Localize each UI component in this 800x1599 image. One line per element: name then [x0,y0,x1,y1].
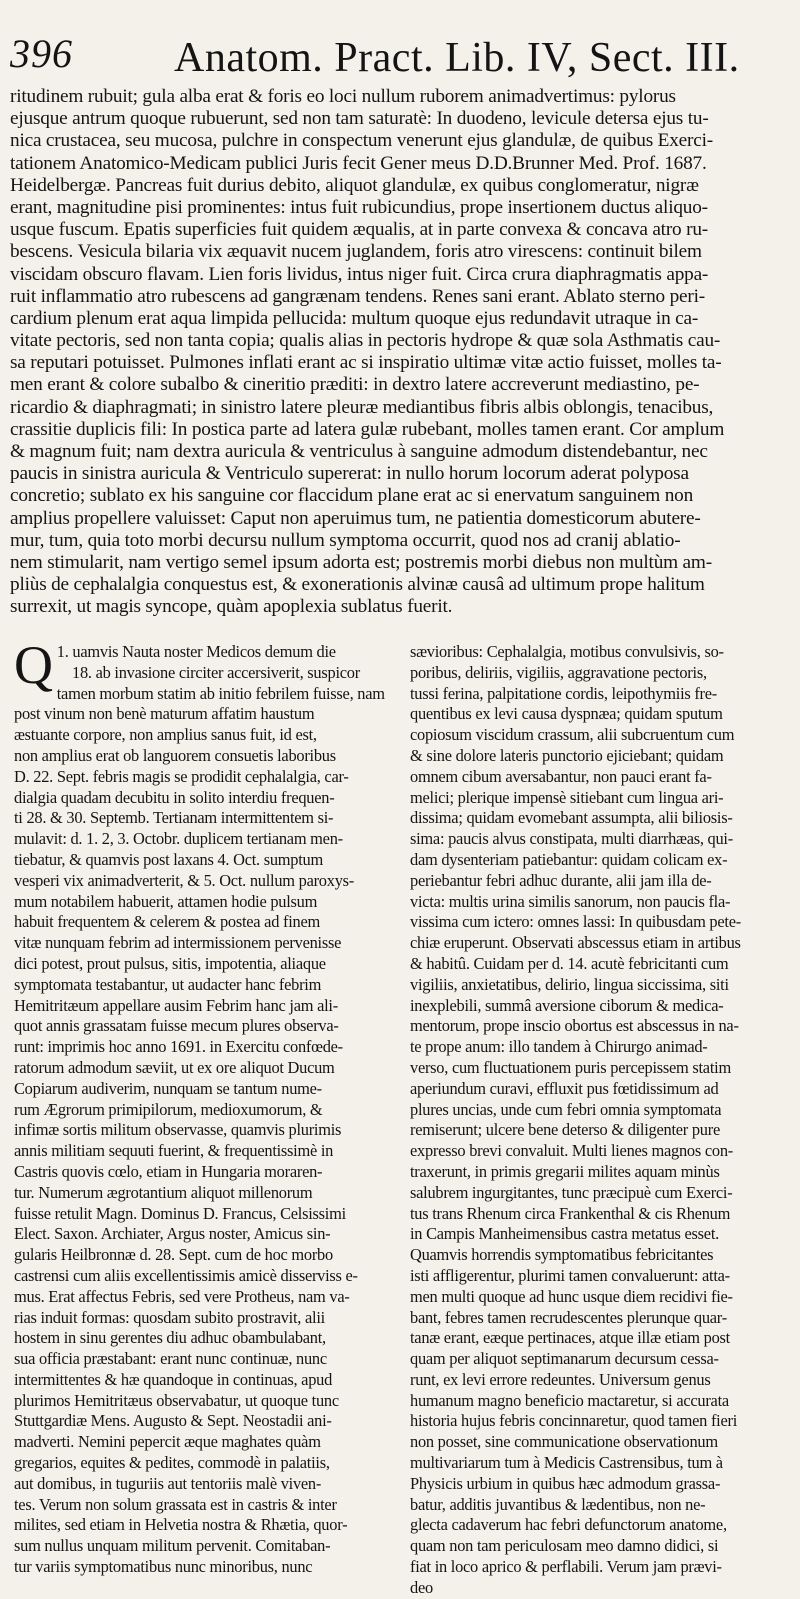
text-line: multivariarum tum à Medicis Castrensibus, tum à [410,1453,723,1473]
text-line: vesperi vix animadverterit, & 5. Oct. nullum paroxys- [14,870,354,890]
text-line: hostem in sinu gerentes diu adhuc obambulabant, [14,1328,326,1348]
text-line: aperiundum curavi, effluxit pus fœtidissimum ad [410,1078,719,1098]
text-line: humanum magno beneficio mactaretur, si accurata [410,1390,729,1410]
text-line: verso, cum fluctuationem puris percepissem statim [410,1057,731,1077]
text-line: vigiliis, anxietatibus, delirio, lingua siccissima, siti [410,974,729,994]
text-line: dici potest, prout pulsus, sitis, impotentia, aliaque [14,953,326,973]
text-line: rias induit formas: quosdam subito prostravit, alii [14,1307,325,1327]
text-line: mur, tum, quia toto morbi decursu nullum symptoma occurrit, quod nos ad cranij ablatio- [10,529,681,551]
text-line: post vinum non benè maturum affatim haustum [14,704,315,724]
text-line: men multi quoque ad hunc usque diem recidivi fie- [410,1286,733,1306]
right-column [410,642,790,1599]
text-line: victa: multis urina similis sanorum, non paucis fla- [410,891,731,911]
text-line: annis militiam sequuti fuerint, & frequentissimè in [14,1141,334,1161]
left-column-lines [14,684,388,1578]
text-line: dissima; quidam evomebant assumpta, alii biliosis- [410,808,733,828]
text-line: runt, ex levi errore redeuntes. Universum genus [410,1369,711,1389]
text-line: sua officia præstabant: erant nunc continuæ, nunc [14,1349,327,1369]
text-line: & magnum fuit; nam dextra auricula & ventriculus à sanguine admodum distendebantur, nec [10,441,708,462]
text-line: isti affligerentur, plurimi tamen convaluerunt: atta- [410,1265,730,1285]
text-line: & habitû. Cuidam per d. 14. acutè febricitanti cum [410,953,729,973]
text-line: paucis in sinistra auricula & Ventriculo supererat: in nullo horum locorum aderat polyposa [10,463,689,485]
text-line: ruit inflammatio atro rubescens ad gangrænam tendens. Renes sani erant. Ablato sterno peri- [10,285,705,307]
text-line: copiosum viscidum crassum, alii subcruentum cum [410,725,735,745]
text-line: glecta cadaverum hac febri defunctorum anatome, [410,1515,727,1535]
text-line: non amplius erat ob languorem consuetis laboribus [14,745,336,765]
line-text: uamvis Nauta noster Medicos demum die [72,642,336,661]
text-line: salubrem ingurgitantes, tunc præcipuè cum Exerci- [410,1182,733,1202]
text-line: habuit frequentem & celerem & postea ad finem [14,912,320,932]
text-line: vissima cum ictero: omnes lassi: In quibusdam pete- [410,912,741,932]
text-line: sa reputari potuisset. Pulmones inflati erant ac si inspiratio ultimæ vitæ actio fuisset, molles ta- [10,352,722,374]
continued-paragraph [10,86,788,619]
text-line: rum Ægrorum primipilorum, medioxumorum, & [14,1099,323,1119]
left-column [14,635,388,1578]
text-line: tes. Verum non solum grassata est in castris & inter [14,1494,337,1514]
text-line: deo [410,1577,433,1597]
running-head: Anatom. Pract. Lib. IV, Sect. III. [174,35,740,81]
text-line: 18. ab invasione circiter accersiverit, suspicor [72,662,360,682]
text-line: quentibus ex levi causa dyspnæa; quidam sputum [410,704,723,724]
text-line: tur variis symptomatibus nunc minoribus, nunc [14,1557,313,1577]
text-line: expresso brevi convaluit. Multi lienes magnos con- [410,1141,733,1161]
text-line: batur, additis juvantibus & lædentibus, non ne- [410,1494,706,1514]
text-line: pliùs de cephalalgia conquestus est, & exonerationis alvinæ causâ ad ultimum prope halitum [10,574,705,596]
text-line: tussi ferina, palpitatione cordis, leipothymiis fre- [410,683,717,703]
page-number: 396 [10,31,73,76]
text-line: nica crustacea, seu mucosa, pulchre in conspectum venerunt ejus glandulæ, de quibus Exerci- [10,130,714,152]
text-line: poribus, deliriis, vigiliis, aggravatione pectoris, [410,662,707,682]
text-line: traxerunt, in primis gregarii milites aquam minùs [410,1161,720,1181]
text-line: sævioribus: Cephalalgia, motibus convulsivis, so- [410,642,724,661]
text-line: quot annis grassatam fuisse mecum plures observa- [14,1016,339,1036]
text-line: mulavit: d. 1. 2, 3. Octobr. duplicem tertianam men- [14,829,343,849]
text-line: omnem cibum aversabantur, non pauci erant fa- [410,766,712,786]
text-line: surrexit, ut magis syncope, quàm apoplexia sublatus fuerit. [10,596,453,618]
text-line: sima: paucis alvus constipata, multi diarrhæas, qui- [410,829,733,849]
text-line: tiebatur, & quamvis post laxans 4. Oct. sumptum [14,849,323,869]
text-line: fiat in loco aprico & perflabili. Verum jam prævi- [410,1557,722,1577]
text-line: mum notabilem habuerit, attamen hodie pulsum [14,891,318,911]
drop-initial: Q [14,635,53,695]
text-line: sum nullus unquam militum pervenit. Comitaban- [14,1536,331,1556]
text-line: aut domibus, in tuguriis aut tentoriis malè viven- [14,1473,322,1493]
text-line: men erant & colore subalbo & cineritio præditi: in dextro latere accreverunt mediastino, pe- [10,374,700,396]
text-line: inexplebili, summâ aversione ciborum & medica- [410,995,724,1015]
text-line: chiæ eruperunt. Observati abscessus etiam in artibus [410,933,741,953]
text-line: tamen morbum statim ab initio febrilem fuisse, nam [56,683,385,703]
text-line: gularis Heilbronnæ d. 28. Sept. cum de hoc morbo [14,1245,333,1265]
text-line: bant, febres tamen recrudescentes plerunque quar- [410,1307,727,1327]
text-line: usque fuscum. Epatis superficies fuit quidem æqualis, at in parte convexa & concava atro ru- [10,219,709,241]
text-line: quam per aliquot septimanarum decursum cessa- [410,1349,719,1369]
text-line: gregarios, equites & pedites, commodè in palatiis, [14,1453,330,1473]
text-line: milites, sed etiam in Helvetia nostra & Rhætia, quor- [14,1515,348,1535]
text-line: plurimos Hemitritæus observabatur, ut quoque tunc [14,1390,339,1410]
text-line: tur. Numerum ægrotantium aliquot millenorum [14,1182,313,1202]
text-line: dialgia quadam decubitu in solito interdiu frequen- [14,787,335,807]
text-line: Physicis urbium in quibus hæc admodum grassa- [410,1473,721,1493]
text-line: Hemitritæum appellare ausim Febrim hanc jam ali- [14,995,338,1015]
text-line: melici; plerique impensè sitiebant cum lingua ari- [410,787,724,807]
text-line: madverti. Nemini pepercit æque maghates quàm [14,1432,321,1452]
text-line: Castris quovis cœlo, etiam in Hungaria moraren- [14,1161,323,1181]
paragraph-number: 1. [56,642,69,661]
text-line: D. 22. Sept. febris magis se prodidit cephalalgia, car- [14,766,349,786]
page-header [6,30,786,86]
text-line: & sine dolore lateris punctorio ejiciebant; quidam [410,745,724,765]
text-line: historia hujus febris concinnaretur, quod tamen fieri [410,1411,738,1431]
text-line: ti 28. & 30. Septemb. Tertianam intermittentem si- [14,808,334,828]
text-line: te prope anum: illo tandem à Chirurgo animad- [410,1037,708,1057]
text-line: mentorum, prope inscio obortus est abscessus in na- [410,1016,739,1036]
text-line: vitæ nunquam febrim ad intermissionem pervenisse [14,933,342,953]
text-line: mus. Erat affectus Febris, sed vere Protheus, nam va- [14,1286,350,1306]
text-line: symptomata testabantur, ut audacter hanc febrim [14,974,322,994]
text-line: erant, magnitudine pisi prominentes: intus fuit rubicundius, prope insertionem ductus aliquo- [10,196,708,218]
text-line: runt: imprimis hoc anno 1691. in Exercitu confœde- [14,1037,343,1057]
text-line: ratorum admodum sæviit, ut ex ore aliquot Ducum [14,1057,335,1077]
text-line: Elect. Saxon. Archiater, Argus noster, Amicus sin- [14,1224,331,1244]
text-line: non posset, sine communicatione observationum [410,1432,718,1452]
text-line: Heidelbergæ. Pancreas fuit durius debito, aliquot glandulæ, ex quibus conglomeratur, nigræ [10,174,699,196]
text-line: bescens. Vesicula bilaria vix æquavit nucem juglandem, foris atro virescens: continuit bilem [10,241,702,263]
text-line: ricardio & diaphragmati; in sinistro latere pleuræ mediantibus fibris albis oblongis, tenacibus, [10,396,714,418]
text-line: infimæ sortis militum observasse, quamvis plurimis [14,1120,342,1140]
text-line: æstuante corpore, non amplius sanus fuit, id est, [14,725,317,745]
text-line: tationem Anatomico-Medicam publici Juris fecit Gener meus D.D.Brunner Med. Prof. 1687. [10,152,707,174]
text-line: Stuttgardiæ Mens. Augusto & Sept. Neostadii ani- [14,1411,332,1431]
text-line: tanæ erant, eæque pertinaces, atque illæ etiam post [410,1328,730,1348]
text-line: nem stimularit, nam vertigo semel ipsum adorta est; postremis morbi diebus non multùm am- [10,551,712,573]
text-line: ritudinem rubuit; gula alba erat & foris eo loci nullum ruborem animadvertimus: pylorus [10,86,676,107]
text-line: quam non tam periculosam meo damno didici, si [410,1536,719,1556]
text-line: remiserunt; ulcere bene deterso & diligenter pure [410,1120,720,1140]
text-line: amplius propellere valuisset: Caput non aperuimus tum, ne patientia domesticorum abutere- [10,507,701,529]
text-line: tus trans Rhenum circa Frankenthal & cis Rhenum [410,1203,731,1223]
text-line: dam dysenteriam patiebantur: quidam colicam ex- [410,849,728,869]
text-line: intermittentes & hæ quandoque in continuas, apud [14,1369,333,1389]
text-line: in Campis Manheimensibus castra metatus esset. [410,1224,719,1244]
text-line: crassitie duplicis fili: In postica parte ad latera gulæ rubebant, molles tamen erant. Cor amplum [10,418,725,440]
text-line: vitate pectoris, sed non tanta copia; qualis alias in pectoris hydrope & quæ sola Asthmatis cau- [10,330,721,352]
text-line: plures uncias, unde cum febri omnia symptomata [410,1099,722,1119]
text-line: castrensi cum aliis excellentissimis amicè disserviss e- [14,1265,358,1285]
text-line: Copiarum audiverim, nunquam se tantum nume- [14,1078,322,1098]
text-line: cardium plenum erat aqua limpida pellucida: multum quoque ejus redundavit utraque in ca- [10,307,699,329]
text-line: viscidam obscuro flavam. Lien foris lividus, intus niger fuit. Circa crura diaphragmatis appa- [10,263,709,285]
text-line: Quamvis horrendis symptomatibus febricitantes [410,1245,714,1265]
text-line: concretio; sublato ex his sanguine cor flaccidum plane erat ac si enervatum sanguinem non [10,485,694,507]
text-line: periebantur febri adhuc durante, alii jam illa de- [410,870,712,890]
text-line: ejusque antrum quoque rubuerunt, sed non tam saturatè: In duodeno, levicule detersa ejus tu- [10,108,709,130]
text-line: fuisse retulit Magn. Dominus D. Francus, Celsissimi [14,1203,346,1223]
